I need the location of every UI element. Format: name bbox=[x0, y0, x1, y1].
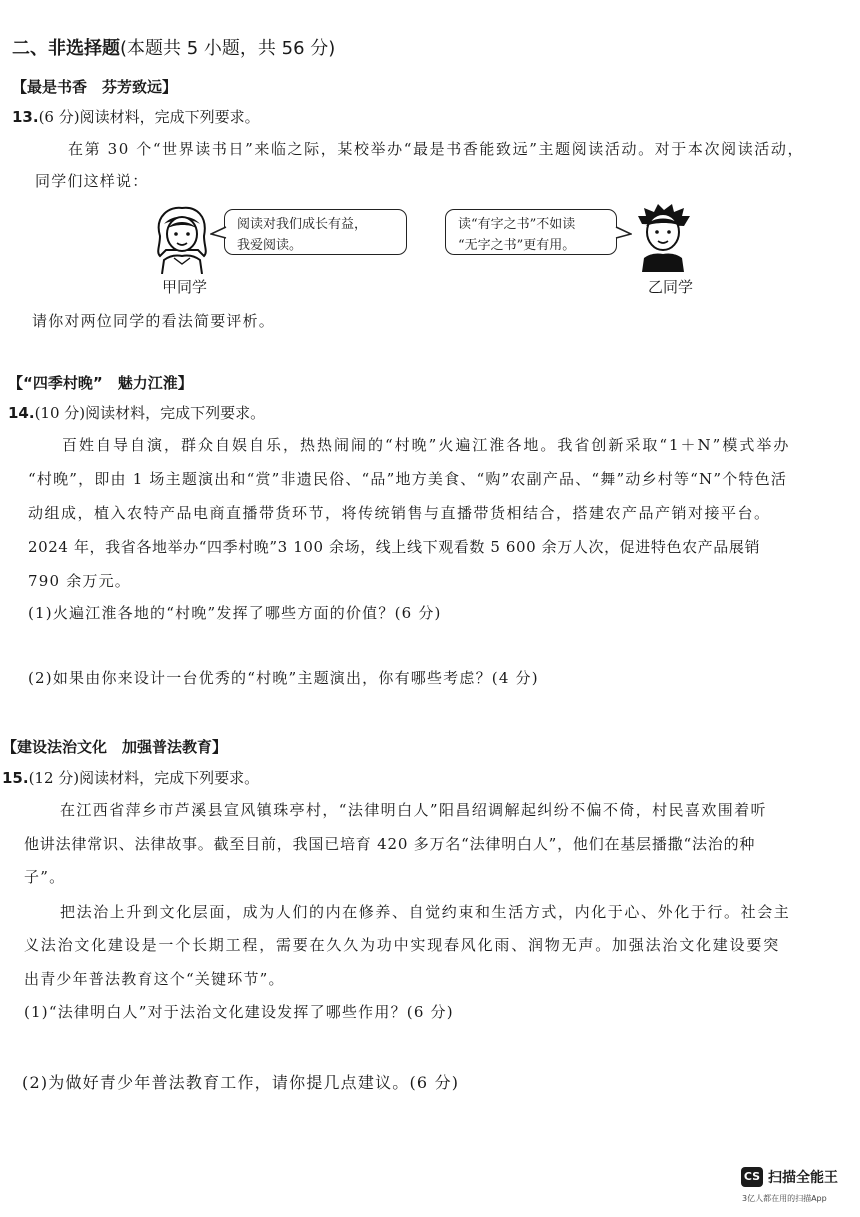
material-line: 义法治文化建设是一个长期工程，需要在久久为功中实现春风化雨、润物无声。加强法治文化建设要突 bbox=[24, 936, 781, 954]
material-line: 在第 30 个“世界读书日”来临之际，某校举办“最是书香能致远”主题阅读活动。对于本次阅读活动， bbox=[68, 140, 805, 158]
material-line: 790 余万元。 bbox=[28, 572, 131, 590]
part-label: 二、非选择题 bbox=[12, 38, 120, 59]
question-13 bbox=[12, 106, 260, 127]
material-line: 在江西省萍乡市芦溪县宣风镇珠亭村，“法律明白人”阳昌绍调解起纠纷不偏不倚，村民喜欢围着听 bbox=[60, 801, 767, 819]
speech-line: 阅读对我们成长有益， bbox=[237, 217, 368, 232]
material-line: 出青少年普法教育这个“关键环节”。 bbox=[24, 970, 285, 988]
student-b-illustration bbox=[632, 202, 694, 272]
question-score: (6 分) bbox=[38, 108, 80, 126]
question-score: (12 分) bbox=[28, 769, 80, 787]
scanner-logo: CS bbox=[741, 1167, 763, 1187]
question-score: (10 分) bbox=[34, 404, 86, 422]
subquestion: (2)如果由你来设计一台优秀的“村晚”主题演出，你有哪些考虑？(4 分) bbox=[28, 669, 539, 687]
student-a-name: 甲同学 bbox=[162, 278, 208, 296]
subquestion: (1)“法律明白人”对于法治文化建设发挥了哪些作用？(6 分) bbox=[24, 1003, 454, 1021]
scanner-brand: 扫描全能王 bbox=[768, 1170, 838, 1186]
question-instruction: 阅读材料，完成下列要求。 bbox=[85, 404, 266, 422]
speech-line: 我爱阅读。 bbox=[237, 238, 303, 253]
material-line: 动组成，植入农特产品电商直播带货环节，将传统销售与直播带货相结合，搭建农产品产销对接平台。 bbox=[28, 504, 771, 522]
material-line: 把法治上升到文化层面，成为人们的内在修养、自觉约束和生活方式，内化于心、外化于行。社会主 bbox=[60, 903, 791, 921]
student-a-illustration bbox=[150, 206, 214, 274]
section-header-village-gala: 【“四季村晚” 魅力江淮】 bbox=[8, 374, 193, 392]
material-line: 他讲法律常识、法律故事。截至目前，我国已培育 420 多万名“法律明白人”，他们在基层播撒“法治的种 bbox=[24, 835, 756, 853]
material-line: “村晚”，即由 1 场主题演出和“赏”非遗民俗、“品”地方美食、“购”农副产品、“舞”动乡村等“N”个特色活 bbox=[28, 470, 788, 488]
question-instruction: 阅读材料，完成下列要求。 bbox=[79, 108, 260, 126]
student-a-speech-bubble bbox=[224, 209, 407, 255]
material-line: 同学们这样说： bbox=[35, 172, 149, 190]
material-line: 子”。 bbox=[24, 868, 66, 886]
material-line: 2024 年，我省各地举办“四季村晚”3 100 余场，线上线下观看数 5 600 余万人次，促进特色农产品展销 bbox=[28, 538, 761, 556]
section-header-rule-of-law: 【建设法治文化 加强普法教育】 bbox=[2, 738, 228, 756]
student-b-name: 乙同学 bbox=[648, 278, 694, 296]
part-heading bbox=[12, 34, 335, 60]
question-instruction: 阅读材料，完成下列要求。 bbox=[79, 769, 260, 787]
speech-line: “无字之书”更有用。 bbox=[458, 238, 576, 253]
question-15 bbox=[2, 767, 259, 788]
question-14 bbox=[8, 402, 265, 423]
bubble-tail bbox=[210, 226, 228, 240]
subquestion: (1)火遍江淮各地的“村晚”发挥了哪些方面的价值？(6 分) bbox=[28, 604, 442, 622]
bubble-tail bbox=[614, 226, 632, 240]
question-number: 15. bbox=[2, 769, 29, 787]
scanner-tagline: 3亿人都在用的扫描App bbox=[742, 1194, 827, 1203]
question-prompt: 请你对两位同学的看法简要评析。 bbox=[32, 312, 276, 330]
question-number: 14. bbox=[8, 404, 35, 422]
part-note: (本题共 5 小题，共 56 分) bbox=[120, 38, 336, 59]
student-b-speech-bubble bbox=[445, 209, 617, 255]
question-number: 13. bbox=[12, 108, 39, 126]
section-header-reading: 【最是书香 芬芳致远】 bbox=[12, 78, 178, 96]
material-line: 百姓自导自演，群众自娱自乐，热热闹闹的“村晚”火遍江淮各地。我省创新采取“1＋N”模式举办 bbox=[62, 436, 791, 454]
subquestion: (2)为做好青少年普法教育工作，请你提几点建议。(6 分) bbox=[22, 1073, 460, 1092]
speech-line: 读“有字之书”不如读 bbox=[458, 217, 576, 232]
